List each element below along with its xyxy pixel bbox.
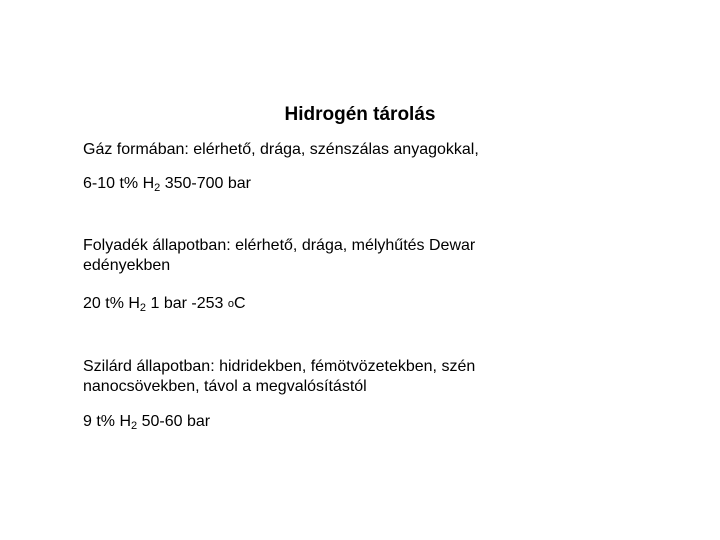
solid-spec-subscript: 2 — [131, 420, 138, 432]
gas-storage-description: Gáz formában: elérhető, drága, szénszálas anyagokkal, — [83, 141, 479, 158]
liquid-storage-spec — [83, 294, 553, 314]
solid-storage-description: Szilárd állapotban: hidridekben, fémötvözetekben, szén nanocsövekben, távol a megvalósítástól — [83, 358, 476, 395]
solid-storage-spec — [83, 412, 553, 432]
gas-spec-subscript: 2 — [154, 182, 161, 194]
liquid-spec-prefix: 20 t% H — [83, 295, 140, 312]
gas-storage-spec — [83, 174, 553, 194]
liquid-spec-unit: C — [234, 295, 246, 312]
gas-spec-prefix: 6-10 t% H — [83, 175, 155, 192]
solid-spec-suffix: 50-60 bar — [137, 413, 211, 430]
slide-title: Hidrogén tárolás — [284, 104, 436, 125]
liquid-spec-middle: 1 bar -253 — [146, 295, 228, 312]
gas-spec-suffix: 350-700 bar — [160, 175, 251, 192]
solid-spec-prefix: 9 t% H — [83, 413, 132, 430]
liquid-storage-description: Folyadék állapotban: elérhető, drága, mélyhűtés Dewar edényekben — [83, 237, 476, 274]
liquid-spec-subscript: 2 — [139, 302, 147, 314]
liquid-spec-degree: o — [227, 298, 234, 310]
